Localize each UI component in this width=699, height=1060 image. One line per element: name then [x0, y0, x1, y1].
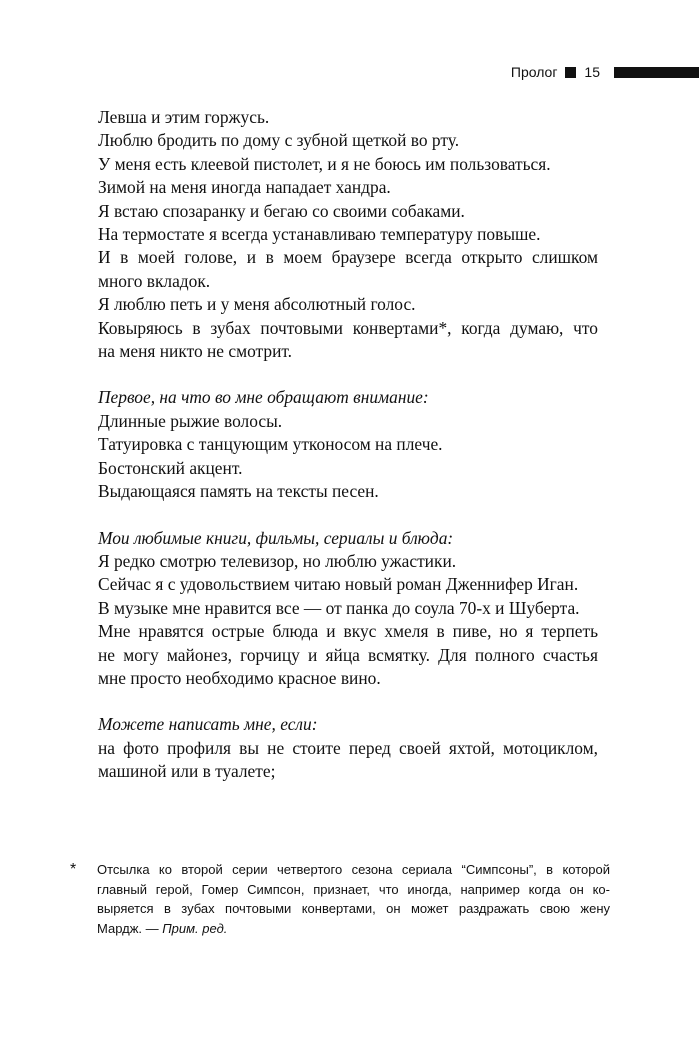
section-title: Пролог	[510, 64, 558, 80]
text-line: много вкладок.	[98, 270, 211, 291]
text-line: Татуировка с танцующим утконосом на плече.	[98, 434, 443, 455]
running-header	[511, 62, 699, 82]
text-line: на меня никто не смотрит.	[98, 341, 293, 362]
text-line: на фото профиля вы не стоите перед своей яхтой, мотоциклом,	[98, 737, 598, 758]
text-line: Левша и этим горжусь.	[98, 107, 270, 127]
footnote-marker: *	[70, 861, 77, 878]
text-line: Мне нравятся острые блюда и вкус хмеля в пиве, но я терпеть	[98, 621, 598, 642]
text-line: Бостонский акцент.	[98, 457, 243, 478]
text-line: Сейчас я с удовольствием читаю новый роман Дженнифер Иган.	[98, 574, 579, 595]
text-line: Я люблю петь и у меня абсолютный голос.	[98, 294, 416, 315]
section-heading-favorites: Мои любимые книги, фильмы, сериалы и блюда:	[98, 527, 454, 548]
footnote-last-text: Мардж. —	[97, 920, 163, 936]
text-line: И в моей голове, и в моем браузере всегда открыто слишком	[98, 247, 598, 268]
text-line: Зимой на меня иногда нападает хандра.	[98, 177, 391, 198]
footnote	[70, 860, 610, 938]
page-number: 15	[584, 64, 600, 80]
footnote-line: Отсылка ко второй серии четвертого сезона сериала “Симпсоны”, в которой	[97, 862, 610, 877]
text-line: Выдающаяся память на тексты песен.	[98, 481, 379, 502]
text-line: На термостате я всегда устанавливаю температуру повыше.	[98, 224, 541, 245]
editor-note: Прим. ред.	[162, 920, 228, 936]
text-line: машиной или в туалете;	[98, 761, 276, 782]
section-heading-write-me: Можете написать мне, если:	[98, 714, 318, 735]
text-line: Я редко смотрю телевизор, но люблю ужастики.	[98, 550, 457, 571]
section-heading-first-noticed: Первое, на что во мне обращают внимание:	[98, 387, 429, 408]
text-line: У меня есть клеевой пистолет, и я не боюсь им пользоваться.	[98, 153, 551, 174]
text-line: не могу майонез, горчицу и яйца всмятку. Для полного счастья	[98, 644, 598, 665]
footnote-line: выряется в зубах почтовыми конвертами, он может раздражать свою жену	[97, 901, 610, 916]
footnote-line: главный герой, Гомер Симпсон, признает, что иногда, например когда он ко-	[97, 881, 610, 897]
footnote-last-line	[97, 919, 610, 939]
header-bar-mark	[614, 67, 699, 78]
header-square-mark	[565, 67, 576, 78]
text-line: Я встаю спозаранку и бегаю со своими собаками.	[98, 200, 465, 221]
text-line: Люблю бродить по дому с зубной щеткой во рту.	[98, 130, 460, 151]
text-line: мне просто необходимо красное вино.	[98, 667, 381, 688]
main-text	[98, 106, 598, 784]
text-line-footnote-ref: Ковыряюсь в зубах почтовыми конвертами*, когда думаю, что	[98, 317, 598, 338]
text-line: Длинные рыжие волосы.	[98, 410, 283, 431]
text-line: В музыке мне нравится все — от панка до соула 70-х и Шуберта.	[98, 597, 580, 618]
